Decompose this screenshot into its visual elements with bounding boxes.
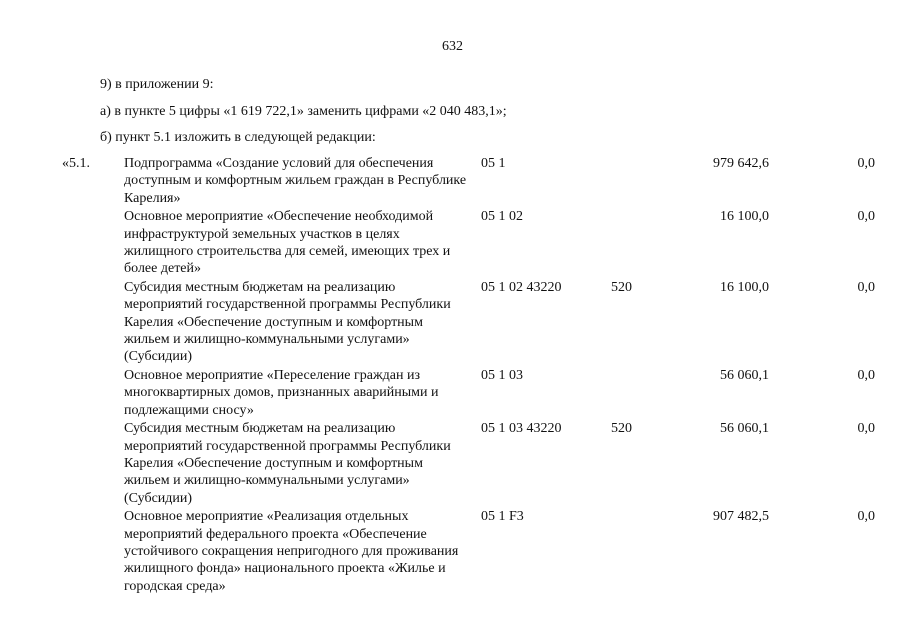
table-row bbox=[0, 508, 905, 595]
row-amount-second: 0,0 bbox=[857, 209, 875, 225]
table-row bbox=[0, 155, 905, 207]
row-code: 05 1 03 bbox=[481, 367, 523, 383]
row-code: 05 1 02 43220 bbox=[481, 279, 562, 295]
row-amount-second: 0,0 bbox=[857, 156, 875, 171]
row-code: 05 1 02 bbox=[481, 209, 523, 225]
row-amount: 907 482,5 bbox=[713, 509, 769, 525]
intro-line-new-wording: б) пункт 5.1 изложить в следующей редакции: bbox=[100, 130, 376, 145]
row-name: Подпрограмма «Создание условий для обеспечения доступным и комфортным жильем граждан в Республике Карелия» bbox=[124, 156, 467, 206]
table-row bbox=[0, 367, 905, 419]
page-number: 632 bbox=[442, 39, 463, 54]
budget-table bbox=[0, 155, 905, 595]
row-expense-type: 520 bbox=[611, 421, 632, 437]
table-row bbox=[0, 420, 905, 507]
table-row bbox=[0, 208, 905, 278]
row-amount: 16 100,0 bbox=[720, 279, 769, 295]
row-expense-type: 520 bbox=[611, 279, 632, 295]
row-name: Основное мероприятие «Реализация отдельных мероприятий федерального проекта «Обеспечение устойчивого сокращения непригодного для проживания жилищного фонда» национального проекта «Жилье и городская среда» bbox=[124, 509, 459, 594]
row-name: Субсидия местным бюджетам на реализацию мероприятий государственной программы Республики Карелия «Обеспечение доступным и комфортным жильем и жилищно-коммунальными услугами» (Субсидии) bbox=[124, 421, 451, 506]
row-amount: 56 060,1 bbox=[720, 367, 769, 383]
row-amount-second: 0,0 bbox=[857, 421, 875, 437]
row-amount: 979 642,6 bbox=[713, 156, 769, 171]
row-number: «5.1. bbox=[62, 156, 90, 171]
row-code: 05 1 03 43220 bbox=[481, 421, 562, 437]
row-amount: 16 100,0 bbox=[720, 209, 769, 225]
row-name: Основное мероприятие «Переселение граждан из многоквартирных домов, признанных аварийными и подлежащими сносу» bbox=[124, 367, 439, 418]
row-amount-second: 0,0 bbox=[857, 367, 875, 383]
intro-line-amendment: а) в пункте 5 цифры «1 619 722,1» заменить цифрами «2 040 483,1»; bbox=[100, 104, 507, 119]
row-code: 05 1 bbox=[481, 156, 506, 171]
row-code: 05 1 F3 bbox=[481, 509, 524, 525]
row-name: Субсидия местным бюджетам на реализацию мероприятий государственной программы Республики Карелия «Обеспечение доступным и комфортным жильем и жилищно-коммунальными услугами» (Субсидии) bbox=[124, 279, 451, 365]
row-amount: 56 060,1 bbox=[720, 421, 769, 437]
row-amount-second: 0,0 bbox=[857, 279, 875, 295]
row-amount-second: 0,0 bbox=[857, 509, 875, 525]
table-row bbox=[0, 279, 905, 366]
intro-line-appendix: 9) в приложении 9: bbox=[100, 77, 214, 92]
row-name: Основное мероприятие «Обеспечение необходимой инфраструктурой земельных участков в целях жилищного строительства для семей, имеющих трех и более детей» bbox=[124, 209, 451, 277]
